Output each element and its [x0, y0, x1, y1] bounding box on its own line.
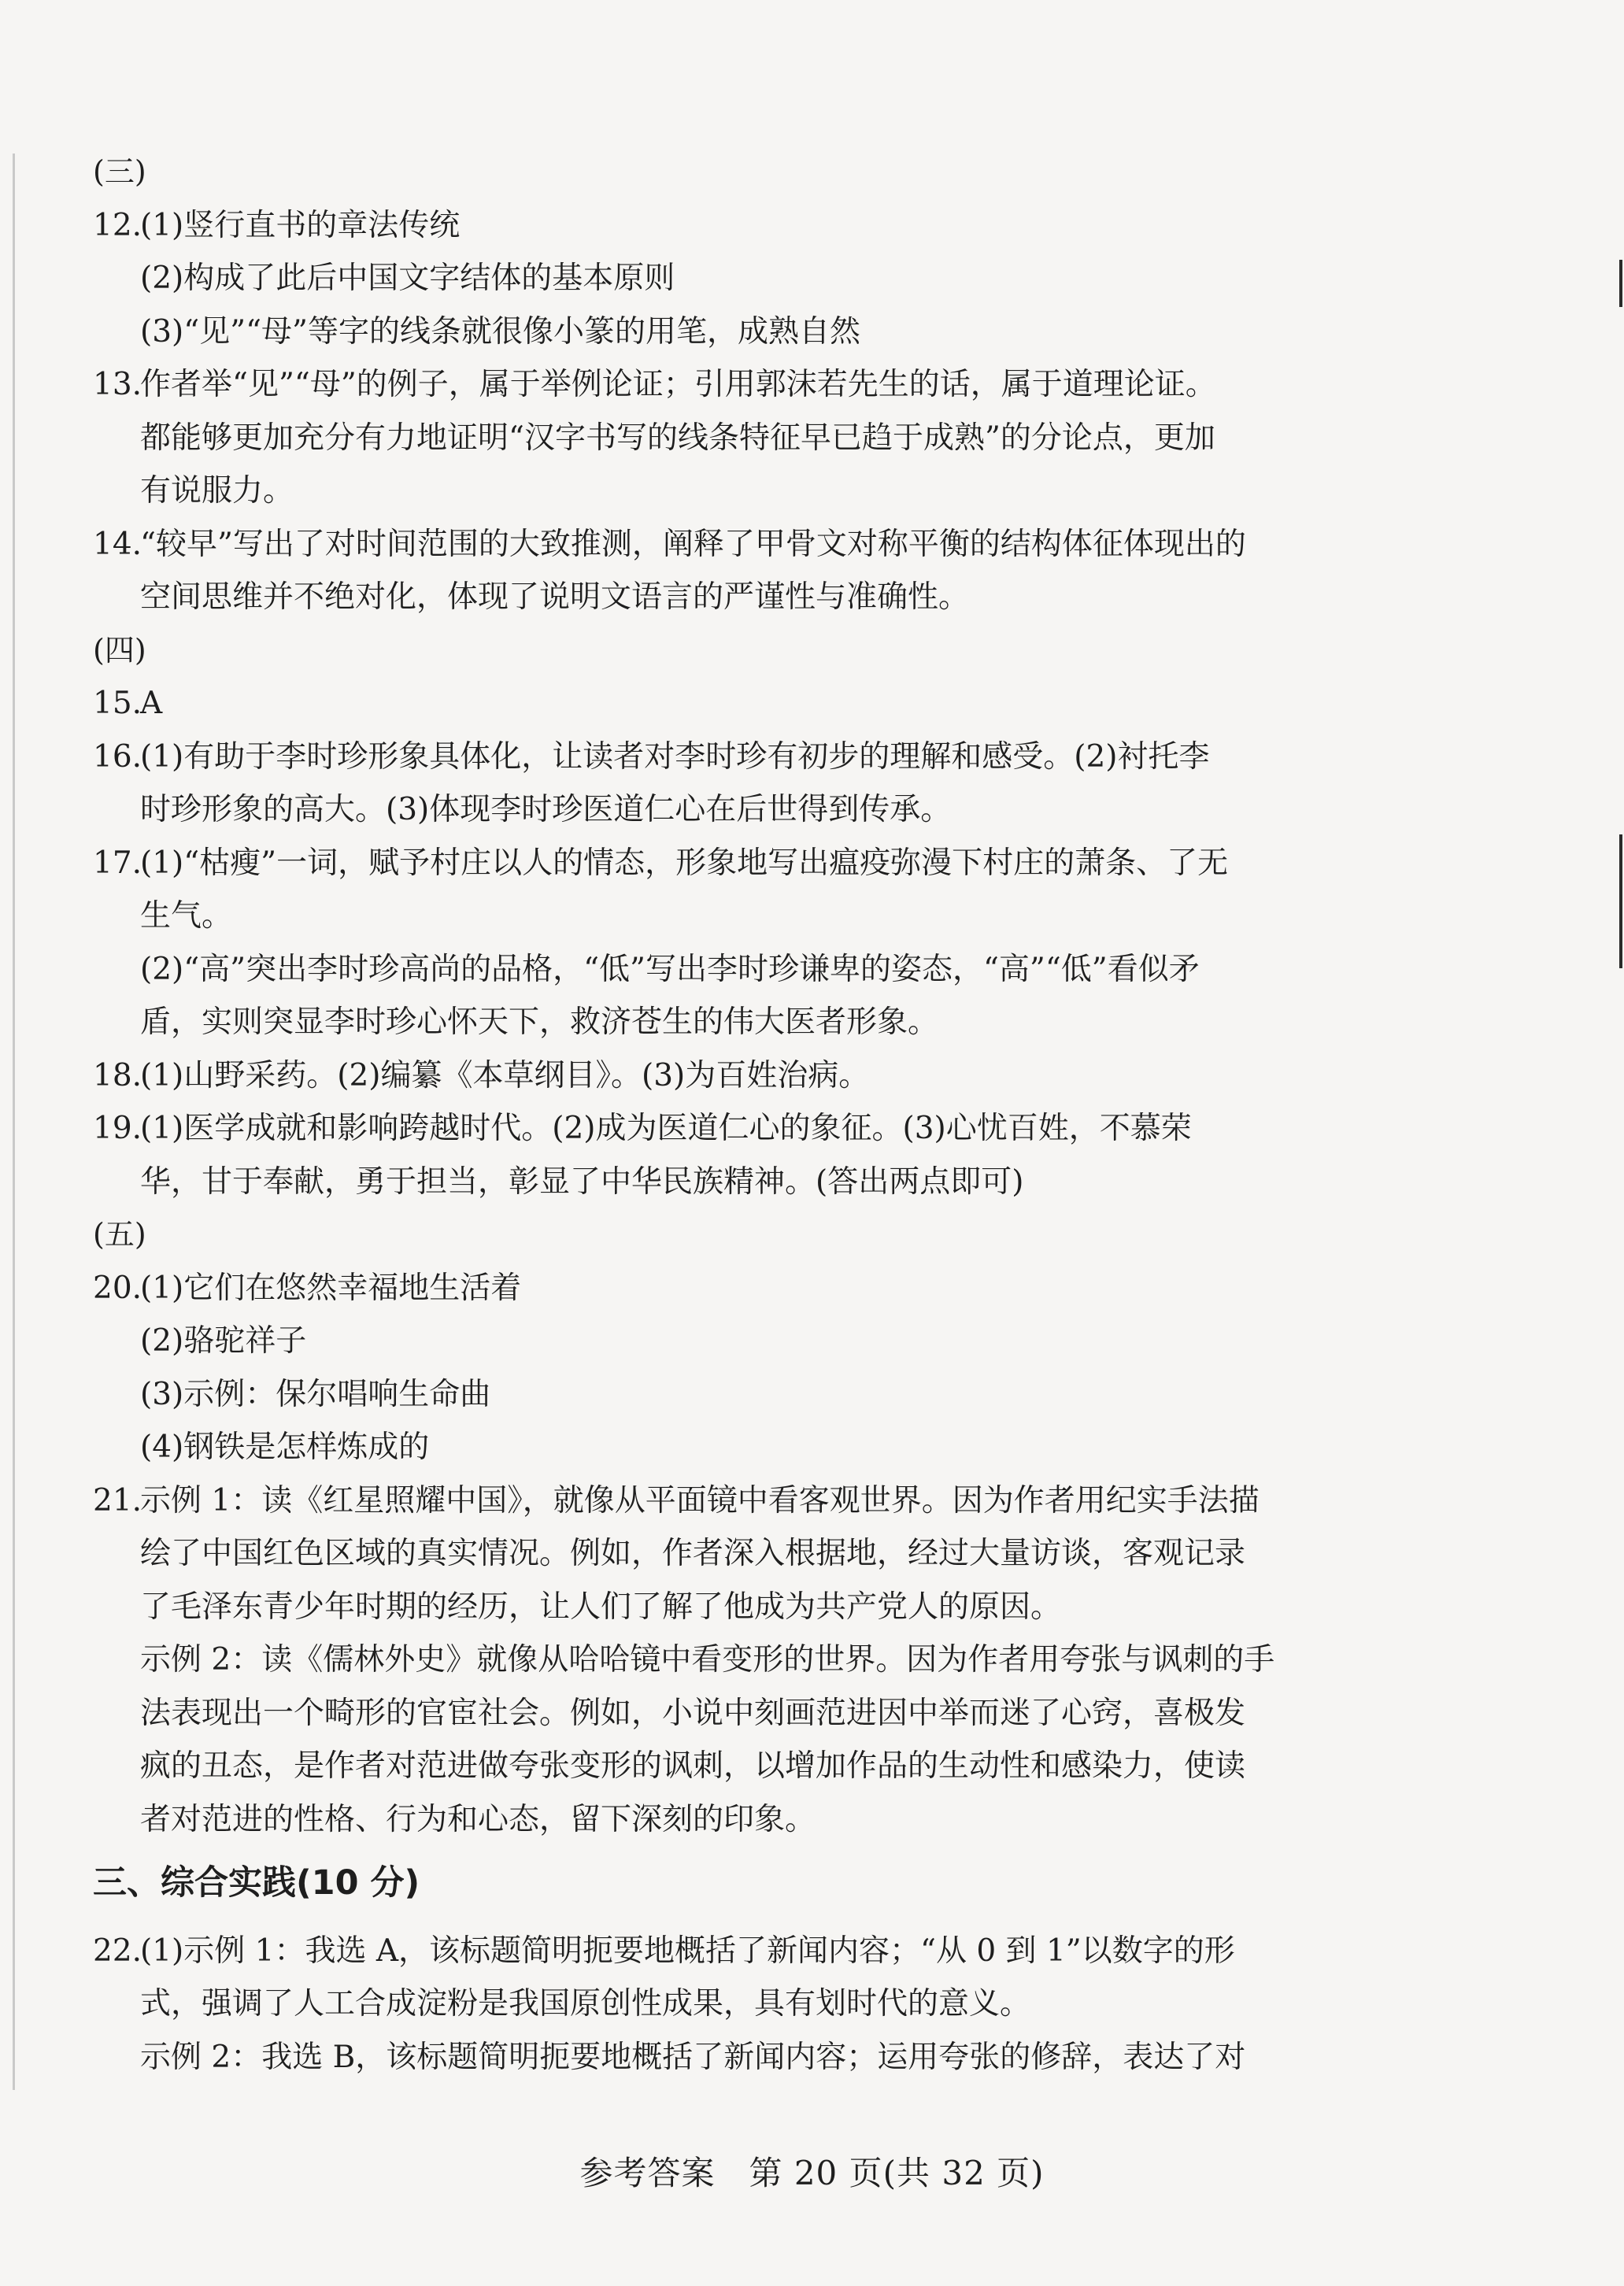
question-number: 18.: [93, 1057, 142, 1093]
question-line: [93, 358, 1431, 412]
question-number: 17.: [93, 845, 142, 881]
question-line: [93, 518, 1431, 572]
question-number: 21.: [93, 1482, 142, 1518]
section-label: (三): [93, 154, 146, 189]
scan-edge-mark: [1619, 834, 1622, 968]
answer-continuation-line: (2)“高”突出李时珍高尚的品格，“低”写出李时珍谦卑的姿态，“高”“低”看似矛: [140, 951, 1200, 987]
answer-continuation-line: 空间思维并不绝对化，体现了说明文语言的严谨性与准确性。: [140, 579, 970, 615]
section-label: (五): [93, 1217, 146, 1252]
question-line: [93, 1049, 1431, 1103]
answer-text: “较早”写出了对时间范围的大致推测，阐释了甲骨文对称平衡的结构体征体现出的: [140, 526, 1246, 562]
question-number: 13.: [93, 367, 142, 402]
page-margin-line: [13, 154, 15, 2090]
answer-content: [93, 146, 1431, 2084]
question-number: 14.: [93, 526, 142, 562]
question-line: [93, 731, 1431, 784]
answer-text: (1)有助于李时珍形象具体化，让读者对李时珍有初步的理解和感受。(2)衬托李: [140, 738, 1210, 775]
answer-text: 作者举“见”“母”的例子，属于举例论证；引用郭沫若先生的话，属于道理论证。: [140, 367, 1216, 402]
answer-continuation-line: (3)示例：保尔唱响生命曲: [140, 1376, 491, 1412]
section-label: (四): [93, 632, 146, 668]
answer-continuation-line: 法表现出一个畸形的官宦社会。例如，小说中刻画范进因中举而迷了心窍，喜极发: [140, 1695, 1246, 1731]
answer-continuation-line: 都能够更加充分有力地证明“汉字书写的线条特征早已趋于成熟”的分论点，更加: [140, 420, 1215, 456]
answer-continuation-line: (3)“见”“母”等字的线条就很像小篆的用笔，成熟自然: [140, 313, 860, 350]
answer-continuation-line: 时珍形象的高大。(3)体现李时珍医道仁心在后世得到传承。: [140, 792, 952, 827]
answer-continuation-line: (4)钢铁是怎样炼成的: [140, 1430, 430, 1465]
question-line: [93, 1102, 1431, 1156]
answer-text: (1)医学成就和影响跨越时代。(2)成为医道仁心的象征。(3)心忧百姓，不慕荣: [140, 1111, 1192, 1146]
answer-continuation-line: 疯的丑态，是作者对范进做夸张变形的讽刺，以增加作品的生动性和感染力，使读: [140, 1748, 1246, 1784]
answer-text: (1)竖行直书的章法传统: [140, 207, 461, 243]
answer-continuation-line: 有说服力。: [140, 473, 294, 509]
answer-continuation-line: 示例 2：我选 B，该标题简明扼要地概括了新闻内容；运用夸张的修辞，表达了对: [140, 2039, 1246, 2075]
answer-text: A: [140, 686, 163, 721]
question-number: 15.: [93, 686, 142, 721]
question-line: [93, 1262, 1431, 1315]
answer-text: 示例 1：读《红星照耀中国》，就像从平面镜中看客观世界。因为作者用纪实手法描: [140, 1482, 1260, 1518]
answer-continuation-line: (2)构成了此后中国文字结体的基本原则: [140, 261, 675, 296]
question-line: [93, 1925, 1431, 1978]
question-number: 22.: [93, 1933, 142, 1969]
question-number: 16.: [93, 738, 142, 775]
scan-edge-mark: [1619, 260, 1622, 307]
answer-continuation-line: 示例 2：读《儒林外史》就像从哈哈镜中看变形的世界。因为作者用夸张与讽刺的手: [140, 1642, 1275, 1678]
question-line: [93, 1474, 1431, 1528]
answer-text: (1)它们在悠然幸福地生活着: [140, 1270, 522, 1306]
answer-continuation-line: 绘了中国红色区域的真实情况。例如，作者深入根据地，经过大量访谈，客观记录: [140, 1536, 1246, 1571]
question-line: [93, 837, 1431, 890]
answer-text: (1)“枯瘦”一词，赋予村庄以人的情态，形象地写出瘟疫弥漫下村庄的萧条、了无: [140, 845, 1229, 881]
answer-continuation-line: (2)骆驼祥子: [140, 1323, 307, 1359]
answer-continuation-line: 盾，实则突显李时珍心怀天下，救济苍生的伟大医者形象。: [140, 1004, 939, 1040]
section-heading: 三、综合实践(10 分): [93, 1863, 420, 1903]
answer-continuation-line: 了毛泽东青少年时期的经历，让人们了解了他成为共产党人的原因。: [140, 1589, 1062, 1625]
answer-continuation-line: 者对范进的性格、行为和心态，留下深刻的印象。: [140, 1801, 816, 1837]
question-line: [93, 199, 1431, 253]
page-footer: 参考答案 第 20 页(共 32 页): [579, 2154, 1045, 2192]
question-number: 20.: [93, 1270, 142, 1306]
answer-continuation-line: 生气。: [140, 898, 233, 934]
question-number: 19.: [93, 1111, 142, 1146]
question-line: [93, 677, 1431, 731]
answer-text: (1)示例 1：我选 A，该标题简明扼要地概括了新闻内容；“从 0 到 1”以数字的形: [140, 1933, 1235, 1969]
answer-continuation-line: 式，强调了人工合成淀粉是我国原创性成果，具有划时代的意义。: [140, 1986, 1031, 2022]
answer-continuation-line: 华，甘于奉献，勇于担当，彰显了中华民族精神。(答出两点即可): [140, 1163, 1024, 1200]
answer-text: (1)山野采药。(2)编纂《本草纲目》。(3)为百姓治病。: [140, 1057, 870, 1093]
question-number: 12.: [93, 207, 142, 243]
